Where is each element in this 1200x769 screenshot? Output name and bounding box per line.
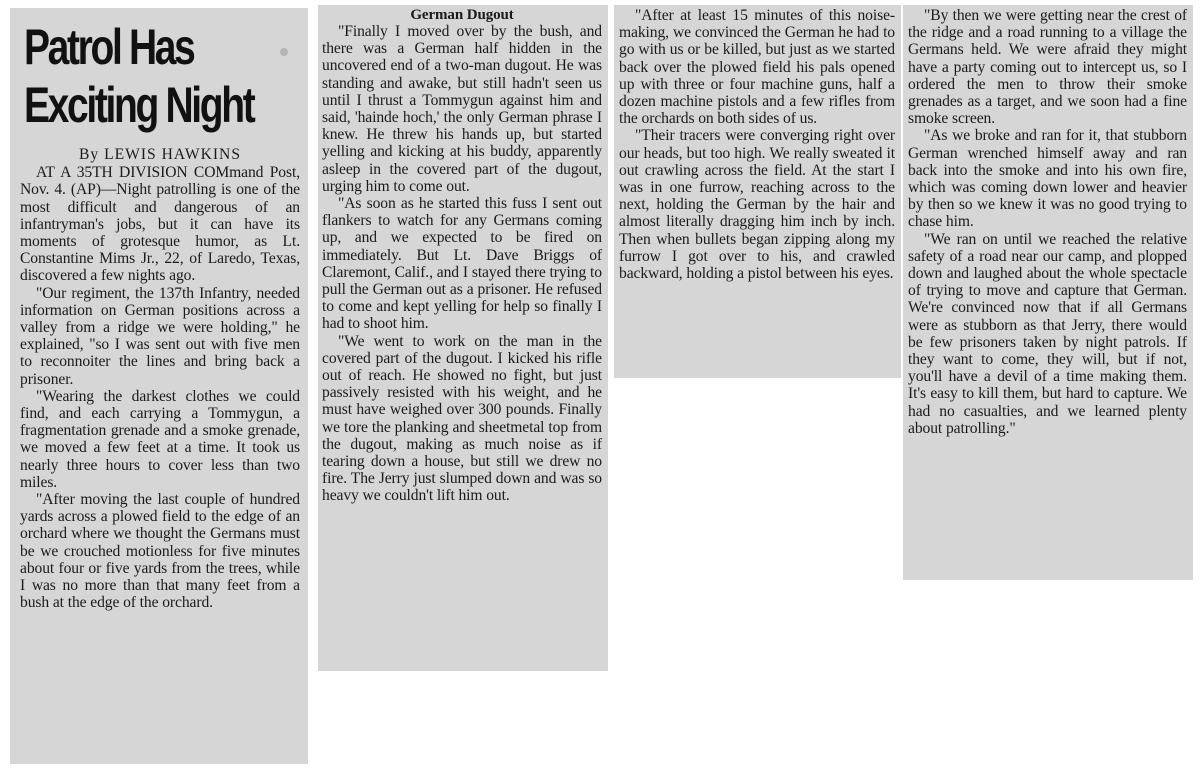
paragraph: "As we broke and ran for it, that stubborn German wrenched himself away and ran back into the smoke and into his own fire, which was coming down lower and heavier by then so we knew it was no good trying to chase him. bbox=[908, 127, 1187, 231]
paragraph: AT A 35TH DIVISION COMmand Post, Nov. 4. (AP)—Night patrolling is one of the most difficult and dangerous of an infantryman's jobs, but it can have its moments of grotesque humor, as Lt. Constantine Mims Jr., 22, of Laredo, Texas, discovered a few nights ago. bbox=[20, 164, 300, 285]
paragraph: "Our regiment, the 137th Infantry, needed information on German positions across a valley from a ridge we were holding," he explained, "so I was sent out with five men to reconnoiter the lines and bring back a prisoner. bbox=[20, 284, 300, 388]
headline bbox=[24, 18, 254, 134]
paragraph: "After at least 15 minutes of this noise-making, we convinced the German he had to go with us or be killed, but just as we started back over the plowed field his pals opened up with three or four machine guns, half a dozen machine pistols and a few rifles from the orchards on both sides of us. bbox=[619, 7, 895, 128]
print-smudge bbox=[280, 48, 288, 56]
headline-line-2: Exciting Night bbox=[24, 77, 254, 133]
subhead: German Dugout bbox=[410, 7, 514, 23]
paragraph: "Finally I moved over by the bush, and there was a German half hidden in the uncovered end of a two-man dugout. He was standing and awake, but still hadn't seen us until I thrust a Tommygun against him and said, 'hainde hoch,' the only German phrase I knew. He threw his hands up, but started yelling and kicking at his buddy, apparently asleep in the covered part of the dugout, urging him to come out. bbox=[322, 23, 602, 195]
paragraph: "After moving the last couple of hundred yards across a plowed field to the edge of an orchard where we thought the Germans must be we crouched motionless for five minutes about four or five yards from the trees, while I was no more than that many feet from a bush at the edge of the orchard. bbox=[20, 491, 300, 612]
headline-line-1: Patrol Has bbox=[24, 19, 194, 75]
paragraph: "Their tracers were converging right over our heads, but too high. We really sweated it out crawling across the field. At the start I was in one furrow, reaching across to the next, holding the German by the hair and almost literally dragging him inch by inch. Then when bullets began zipping along my furrow I got over to his, and crawled backward, holding a pistol between his eyes. bbox=[619, 127, 895, 283]
article-column-3 bbox=[614, 5, 901, 378]
byline: By LEWIS HAWKINS bbox=[78, 146, 241, 163]
article-column-4 bbox=[903, 5, 1193, 580]
paragraph: "As soon as he started this fuss I sent out flankers to watch for any Germans coming up, and we expected to be fired on immediately. But Lt. Dave Briggs of Claremont, Calif., and I stayed there trying to pull the German out as a prisoner. He refused to come and kept yelling for help so finally I had to shoot him. bbox=[322, 195, 602, 333]
paragraph: "We went to work on the man in the covered part of the dugout. I kicked his rifle out of reach. He showed no fight, but just passively resisted with his weight, and he must have weighed over 300 pounds. Finally we tore the planking and sheetmetal top from the dugout, making as much noise as if tearing down a house, but still we drew no fire. The Jerry just slumped down and was so heavy we couldn't lift him out. bbox=[322, 332, 602, 505]
article-column-2 bbox=[318, 5, 608, 671]
article-column-1 bbox=[10, 8, 308, 764]
paragraph: "By then we were getting near the crest of the ridge and a road running to a village the Germans held. We were afraid they might have a party coming out to intercept us, so I ordered the men to throw their smoke grenades as a target, and we soon had a fine smoke screen. bbox=[908, 7, 1187, 128]
paragraph: "We ran on until we reached the relative safety of a road near our camp, and plopped down and laughed about the whole spectacle of trying to move and capture that German. We're convinced now that if all Germans were as stubborn as that Jerry, there would be few prisoners taken by night patrols. If they want to come, they will, but if not, you'll have a devil of a time making them. It's easy to kill them, but hard to capture. We had no casualties, and we learned plenty about patrolling." bbox=[908, 230, 1187, 437]
paragraph: "Wearing the darkest clothes we could find, and each carrying a Tommygun, a fragmentation grenade and a smoke grenade, we moved a few feet at a time. It took us nearly three hours to cover less than two miles. bbox=[20, 387, 300, 491]
